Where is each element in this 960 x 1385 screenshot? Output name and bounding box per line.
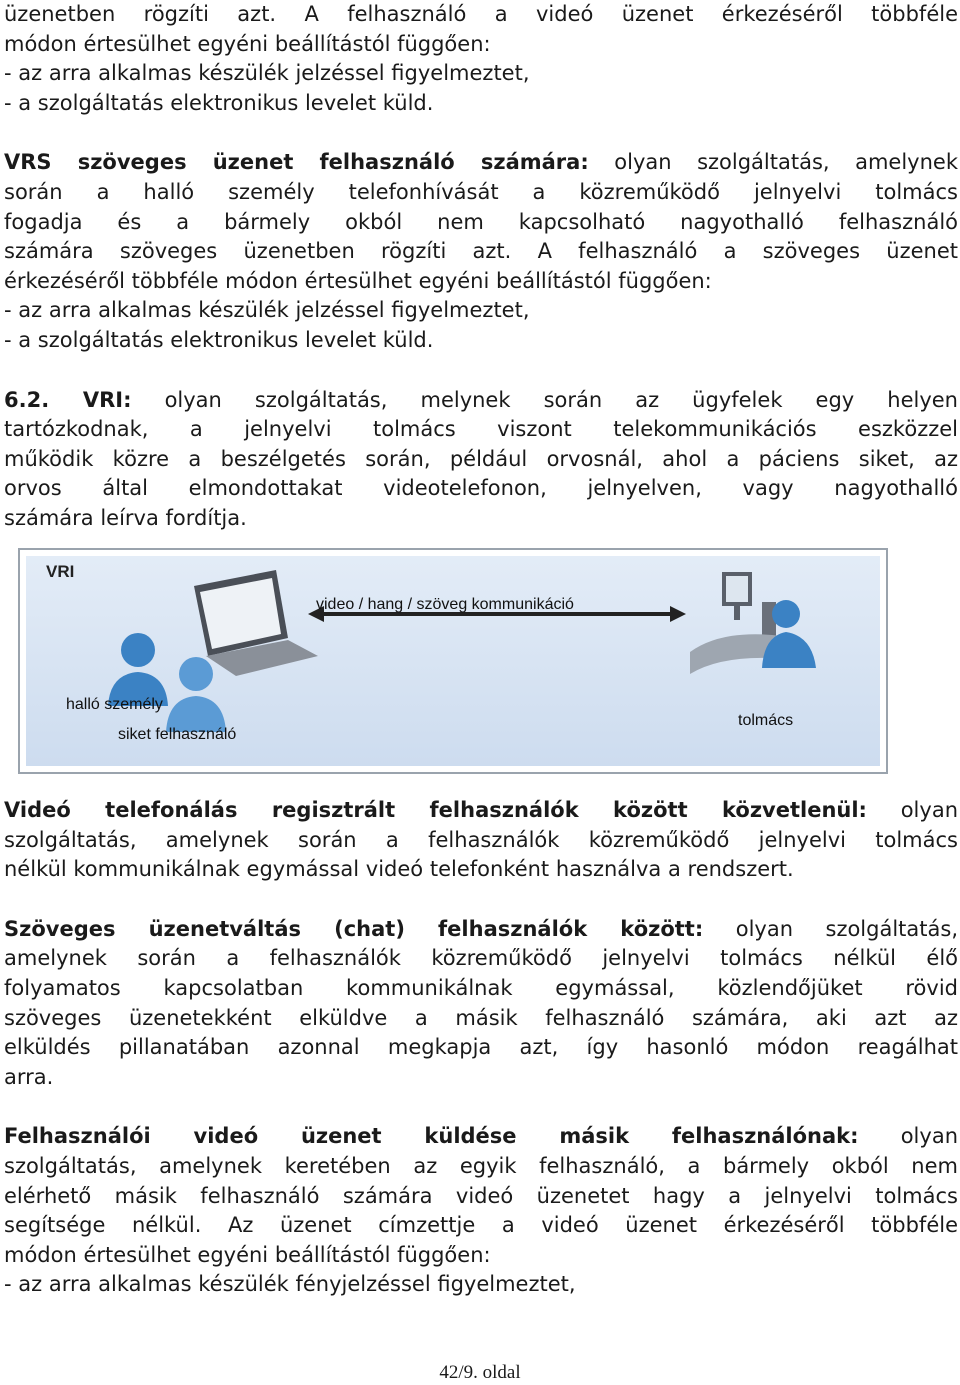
interpreter-label: tolmács bbox=[738, 712, 794, 729]
text-line: Szöveges üzenetváltás (chat) felhasználók között: olyan szolgáltatás, bbox=[4, 916, 958, 941]
text-line: - a szolgáltatás elektronikus levelet küld. bbox=[4, 327, 434, 352]
text-line: Felhasználói videó üzenet küldése másik felhasználónak: olyan bbox=[4, 1124, 958, 1149]
vrs-paragraph bbox=[4, 148, 958, 355]
text-line: módon értesülhet egyéni beállítástól függően: bbox=[4, 31, 491, 56]
text-line: - az arra alkalmas készülék fényjelzéssel figyelmeztet, bbox=[4, 1272, 576, 1297]
diagram-title: VRI bbox=[46, 562, 75, 581]
interpreter-workstation-icon bbox=[690, 572, 816, 674]
text-line: során a halló személy telefonhívását a közreműködő jelnyelvi tolmács bbox=[4, 179, 958, 204]
text-line: működik közre a beszélgetés során, például orvosnál, ahol a páciens siket, az bbox=[4, 446, 958, 471]
vrs-heading: VRS szöveges üzenet felhasználó számára: bbox=[4, 150, 589, 175]
deaf-person-icon bbox=[166, 657, 226, 732]
text-line: amelynek során a felhasználók közreműködő jelnyelvi tolmács nélkül élő bbox=[4, 946, 958, 971]
text-line: üzenetben rögzíti azt. A felhasználó a videó üzenet érkezéséről többféle bbox=[4, 2, 958, 26]
top-paragraph bbox=[4, 0, 958, 118]
vri-paragraph bbox=[4, 386, 958, 534]
video-message-paragraph bbox=[4, 1122, 958, 1300]
deaf-user-label: siket felhasználó bbox=[118, 726, 237, 743]
vri-heading: 6.2. VRI: bbox=[4, 387, 132, 412]
text-line: Videó telefonálás regisztrált felhasználók között közvetlenül: olyan bbox=[4, 798, 958, 822]
text-line: számára szöveges üzenetben rögzíti azt. A felhasználó a szöveges üzenet bbox=[4, 239, 958, 264]
text-line: - az arra alkalmas készülék jelzéssel figyelmeztet, bbox=[4, 298, 530, 323]
text-line: arra. bbox=[4, 1064, 54, 1089]
text-line: VRS szöveges üzenet felhasználó számára: olyan szolgáltatás, amelynek bbox=[4, 150, 958, 175]
text-line: szolgáltatás, amelynek keretében az egyik felhasználó, a bármely okból nem bbox=[4, 1153, 958, 1178]
video-call-paragraph bbox=[4, 796, 958, 885]
text-line: számára leírva fordítja. bbox=[4, 505, 247, 530]
text-line: 6.2. VRI: olyan szolgáltatás, melynek során az ügyfelek egy helyen bbox=[4, 387, 958, 412]
text-line: folyamatos kapcsolatban kommunikálnak egymással, közlendőjüket rövid bbox=[4, 975, 958, 1000]
text-line: szolgáltatás, amelynek során a felhasználók közreműködő jelnyelvi tolmács bbox=[4, 827, 958, 852]
text-line: érkezéséről többféle módon értesülhet egyéni beállítástól függően: bbox=[4, 268, 712, 293]
laptop-icon bbox=[194, 570, 318, 676]
text-line: módon értesülhet egyéni beállítástól függően: bbox=[4, 1242, 491, 1267]
document-page-lower bbox=[4, 796, 958, 1300]
chat-paragraph bbox=[4, 915, 958, 1093]
text-line: segítsége nélkül. Az üzenet címzettje a videó üzenet érkezéséről többféle bbox=[4, 1213, 958, 1238]
text-line: tartózkodnak, a jelnyelvi tolmács viszont telekommunikációs eszközzel bbox=[4, 417, 958, 442]
text-line: - a szolgáltatás elektronikus levelet küld. bbox=[4, 90, 434, 115]
vri-diagram bbox=[18, 548, 888, 774]
page-number: 42/9. oldal bbox=[439, 1362, 521, 1383]
video-message-heading: Felhasználói videó üzenet küldése másik felhasználónak: bbox=[4, 1124, 859, 1149]
chat-heading: Szöveges üzenetváltás (chat) felhasználók között: bbox=[4, 916, 704, 941]
channel-label: video / hang / szöveg kommunikáció bbox=[316, 596, 574, 613]
document-page bbox=[4, 0, 958, 534]
text-line: elérhető másik felhasználó számára videó üzenetet hagy a jelnyelvi tolmács bbox=[4, 1183, 958, 1208]
hearing-person-label: halló személy bbox=[66, 696, 163, 713]
text-line: szöveges üzenetekként elküldve a másik felhasználó számára, aki azt az bbox=[4, 1005, 958, 1030]
video-call-heading: Videó telefonálás regisztrált felhasználók között közvetlenül: bbox=[4, 798, 867, 822]
text-line: fogadja és a bármely okból nem kapcsolható nagyothalló felhasználó bbox=[4, 209, 958, 234]
text-line: elküldés pillanatában azonnal megkapja azt, így hasonló módon reagálhat bbox=[4, 1035, 958, 1060]
text-line: orvos által elmondottakat videotelefonon, jelnyelven, vagy nagyothalló bbox=[4, 476, 958, 501]
diagram-background bbox=[26, 556, 880, 766]
text-line: - az arra alkalmas készülék jelzéssel figyelmeztet, bbox=[4, 61, 530, 86]
text-line: nélkül kommunikálnak egymással videó telefonként használva a rendszert. bbox=[4, 857, 794, 882]
